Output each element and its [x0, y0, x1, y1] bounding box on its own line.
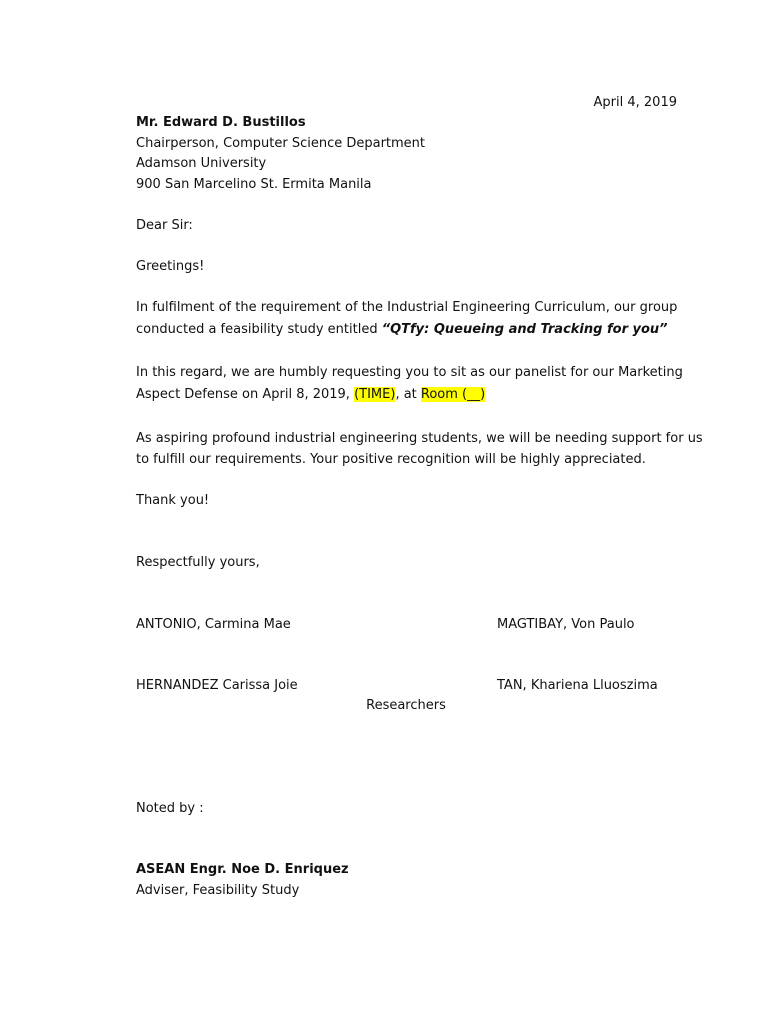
adviser-name: ASEAN Engr. Noe D. Enriquez	[136, 862, 349, 877]
paragraph2-line2-middle: , at	[395, 387, 421, 402]
recipient-title: Chairperson, Computer Science Department	[136, 136, 426, 151]
paragraph1-line1: In fulfilment of the requirement of the Industrial Engineering Curriculum, our group	[136, 300, 678, 315]
researcher-name: TAN, Khariena Lluoszima	[497, 678, 658, 693]
study-title: “QTfy: Queueing and Tracking for you”	[381, 322, 668, 337]
paragraph2-line1: In this regard, we are humbly requesting you to sit as our panelist for our Marketing	[136, 365, 683, 380]
researchers-label: Researchers	[366, 698, 446, 713]
salutation: Dear Sir:	[136, 218, 193, 233]
noted-by-label: Noted by :	[136, 801, 204, 816]
room-placeholder: Room (__)	[420, 387, 486, 402]
paragraph1-line2	[136, 321, 668, 339]
thanks-line: Thank you!	[136, 493, 210, 508]
paragraph3-line2: to fulfill our requirements. Your positive recognition will be highly appreciated.	[136, 452, 646, 467]
paragraph2-line2-text: Aspect Defense on April 8, 2019,	[136, 387, 355, 402]
letter-date: April 4, 2019	[593, 95, 677, 110]
researcher-name: HERNANDEZ Carissa Joie	[136, 678, 298, 693]
paragraph1-line2-text: conducted a feasibility study entitled	[136, 322, 382, 337]
paragraph3-line1: As aspiring profound industrial engineering students, we will be needing support for us	[136, 431, 703, 446]
closing-line: Respectfully yours,	[136, 555, 260, 570]
recipient-institution: Adamson University	[136, 156, 267, 171]
researcher-name: ANTONIO, Carmina Mae	[136, 617, 291, 632]
recipient-name: Mr. Edward D. Bustillos	[136, 115, 306, 130]
researcher-name: MAGTIBAY, Von Paulo	[497, 617, 635, 632]
recipient-address: 900 San Marcelino St. Ermita Manila	[136, 177, 372, 192]
adviser-title: Adviser, Feasibility Study	[136, 883, 300, 898]
greeting: Greetings!	[136, 259, 205, 274]
time-placeholder: (TIME)	[354, 387, 396, 402]
paragraph2-line2	[136, 386, 485, 404]
